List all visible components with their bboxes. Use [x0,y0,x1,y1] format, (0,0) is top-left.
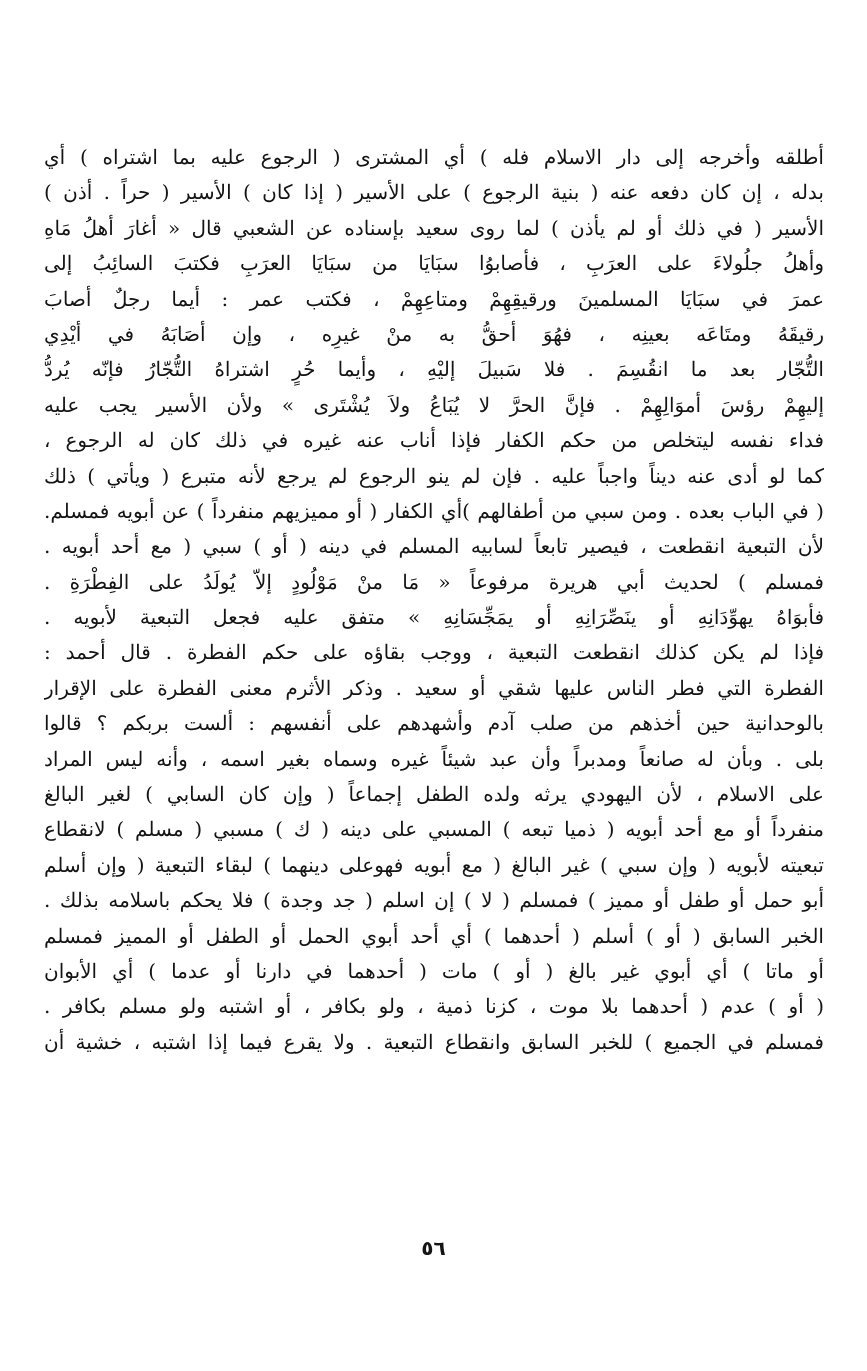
page-number: ٥٦ [421,1236,446,1260]
text-line: الخبر السابق ( أو ) أسلم ( أحدهما ) أي أحد أبوي الحمل أو الطفل أو المميز فمسلم [44,923,824,948]
text-line: أطلقه وأخرجه إلى دار الاسلام فله ) أي المشترى ( الرجوع عليه بما اشتراه ) أي [44,145,824,169]
text-line: عمرَ في سبَايَا المسلمينَ ورقيقِهِمْ ومتاعِهِمْ ، فكتب عمر : أيما رجلٌ أصابَ [44,286,824,311]
text-line: بالوحدانية حين أخذهم من صلب آدم وأشهدهم على أنفسهم : ألست بربكم ؟ قالوا [44,711,824,736]
text-line: رقيقَهُ ومتَاعَه بعينِه ، فهُوَ أحقُّ به منْ غيرِه ، وإن أصَابَهُ في أيْدِي [44,321,824,346]
text-line: فمسلم ) لحديث أبي هريرة مرفوعاً « مَا منْ مَوْلُودٍ إلاّ يُولَدُ على الفِطْرَةِ . [44,569,824,594]
text-line: الفطرة التي فطر الناس عليها شقي أو سعيد . وذكر الأثرم معنى الفطرة على الإقرار [44,675,824,700]
text-line: بلى . وبأن له صانعاً ومدبراً وأن عبد شيئاً غيره وسماه بغير اسمه ، وأنه ليس المراد [44,746,824,771]
text-line: منفرداً أو مع أحد أبويه ( ذميا تبعه ) المسبي على دينه ( ك ) مسبي ( مسلم ) لانقطاع [44,817,824,842]
text-line: فداء نفسه ليتخلص من حكم الكفار فإذا أناب عنه غيره في ذلك كان له الرجوع ، [44,428,824,453]
text-line: التُّجّار بعد ما انقُسِمَ . فلا سَبيلَ إليْهِ ، وأيما حُرٍ اشتراهُ التُّجّارُ فإنّه يُردُّ [44,357,824,382]
text-line: فإذا لم يكن كذلك انقطعت التبعية ، ووجب بقاؤه على حكم الفطرة . قال أحمد : [44,640,824,665]
body-text [44,140,824,1060]
text-line: ( في الباب بعده . ومن سبي من أطفالهم )أي الكفار ( أو مميزيهم منفرداً ) عن أبويه فمسلم. [44,498,824,523]
text-line: تبعيته لأبويه ( وإن سبي ) غير البالغ ( مع أبويه فهوعلى دينهما ) لبقاء التبعية ( وإن أسلم [44,852,824,877]
text-line: وأهلُ جلُولاءَ على العرَبِ ، فأصابوُا سبَايَا من سبَايَا العرَبِ فكتبَ السائِبُ إلى [44,251,824,276]
text-line: أو ماتا ) أي أبوي غير بالغ ( أو ) مات ( أحدهما في دارنا أو عدما ) أي الأبوان [44,958,824,983]
text-line: كما لو أدى عنه ديناً واجباً عليه . فإن لم ينو الرجوع لم يرجع لأنه متبرع ( ويأتي ) ذلك [44,463,824,488]
text-line: الأسير ( في ذلك أو لم يأذن ) لما روى سعيد بإسناده عن الشعبي قال « أغارَ أهلُ مَاهِ [44,215,824,240]
text-line: فأبوَاهُ يهوِّدَانِهِ أو ينَصِّرَانِهِ أو يمَجِّسَانِهِ » متفق عليه فجعل التبعية لأبويه . [44,605,824,630]
text-line: أبو حمل أو طفل أو مميز ) فمسلم ( لا ) إن اسلم ( جد وجدة ) فلا يحكم باسلامه بذلك . [44,888,824,913]
text-line: على الاسلام ، لأن اليهودي يرثه ولده الطفل إجماعاً ( وإن كان السابي ) لغير البالغ [44,782,824,807]
text-line: فمسلم في الجميع ) للخبر السابق وانقطاع التبعية . ولا يقرع فيما إذا اشتبه ، خشية أن [44,1029,824,1054]
text-line: ( أو ) عدم ( أحدهما بلا موت ، كزنا ذمية ، ولو بكافر ، أو اشتبه ولو مسلم بكافر . [44,994,824,1019]
text-line: لأن التبعية انقطعت ، فيصير تابعاً لسابيه المسلم في دينه ( أو ) سبي ( مع أحد أبويه . [44,534,824,559]
text-line: بدله ، إن كان دفعه عنه ( بنية الرجوع ) على الأسير ( إذا كان ) الأسير ( حراً . أذن ) [44,180,824,205]
text-line: إليهِمْ رؤسَ أموَالِهِمْ . فإنَّ الحرَّ لا يُبَاعُ ولاَ يُشْتَرى » ولأن الأسير يجب عليه [44,392,824,417]
